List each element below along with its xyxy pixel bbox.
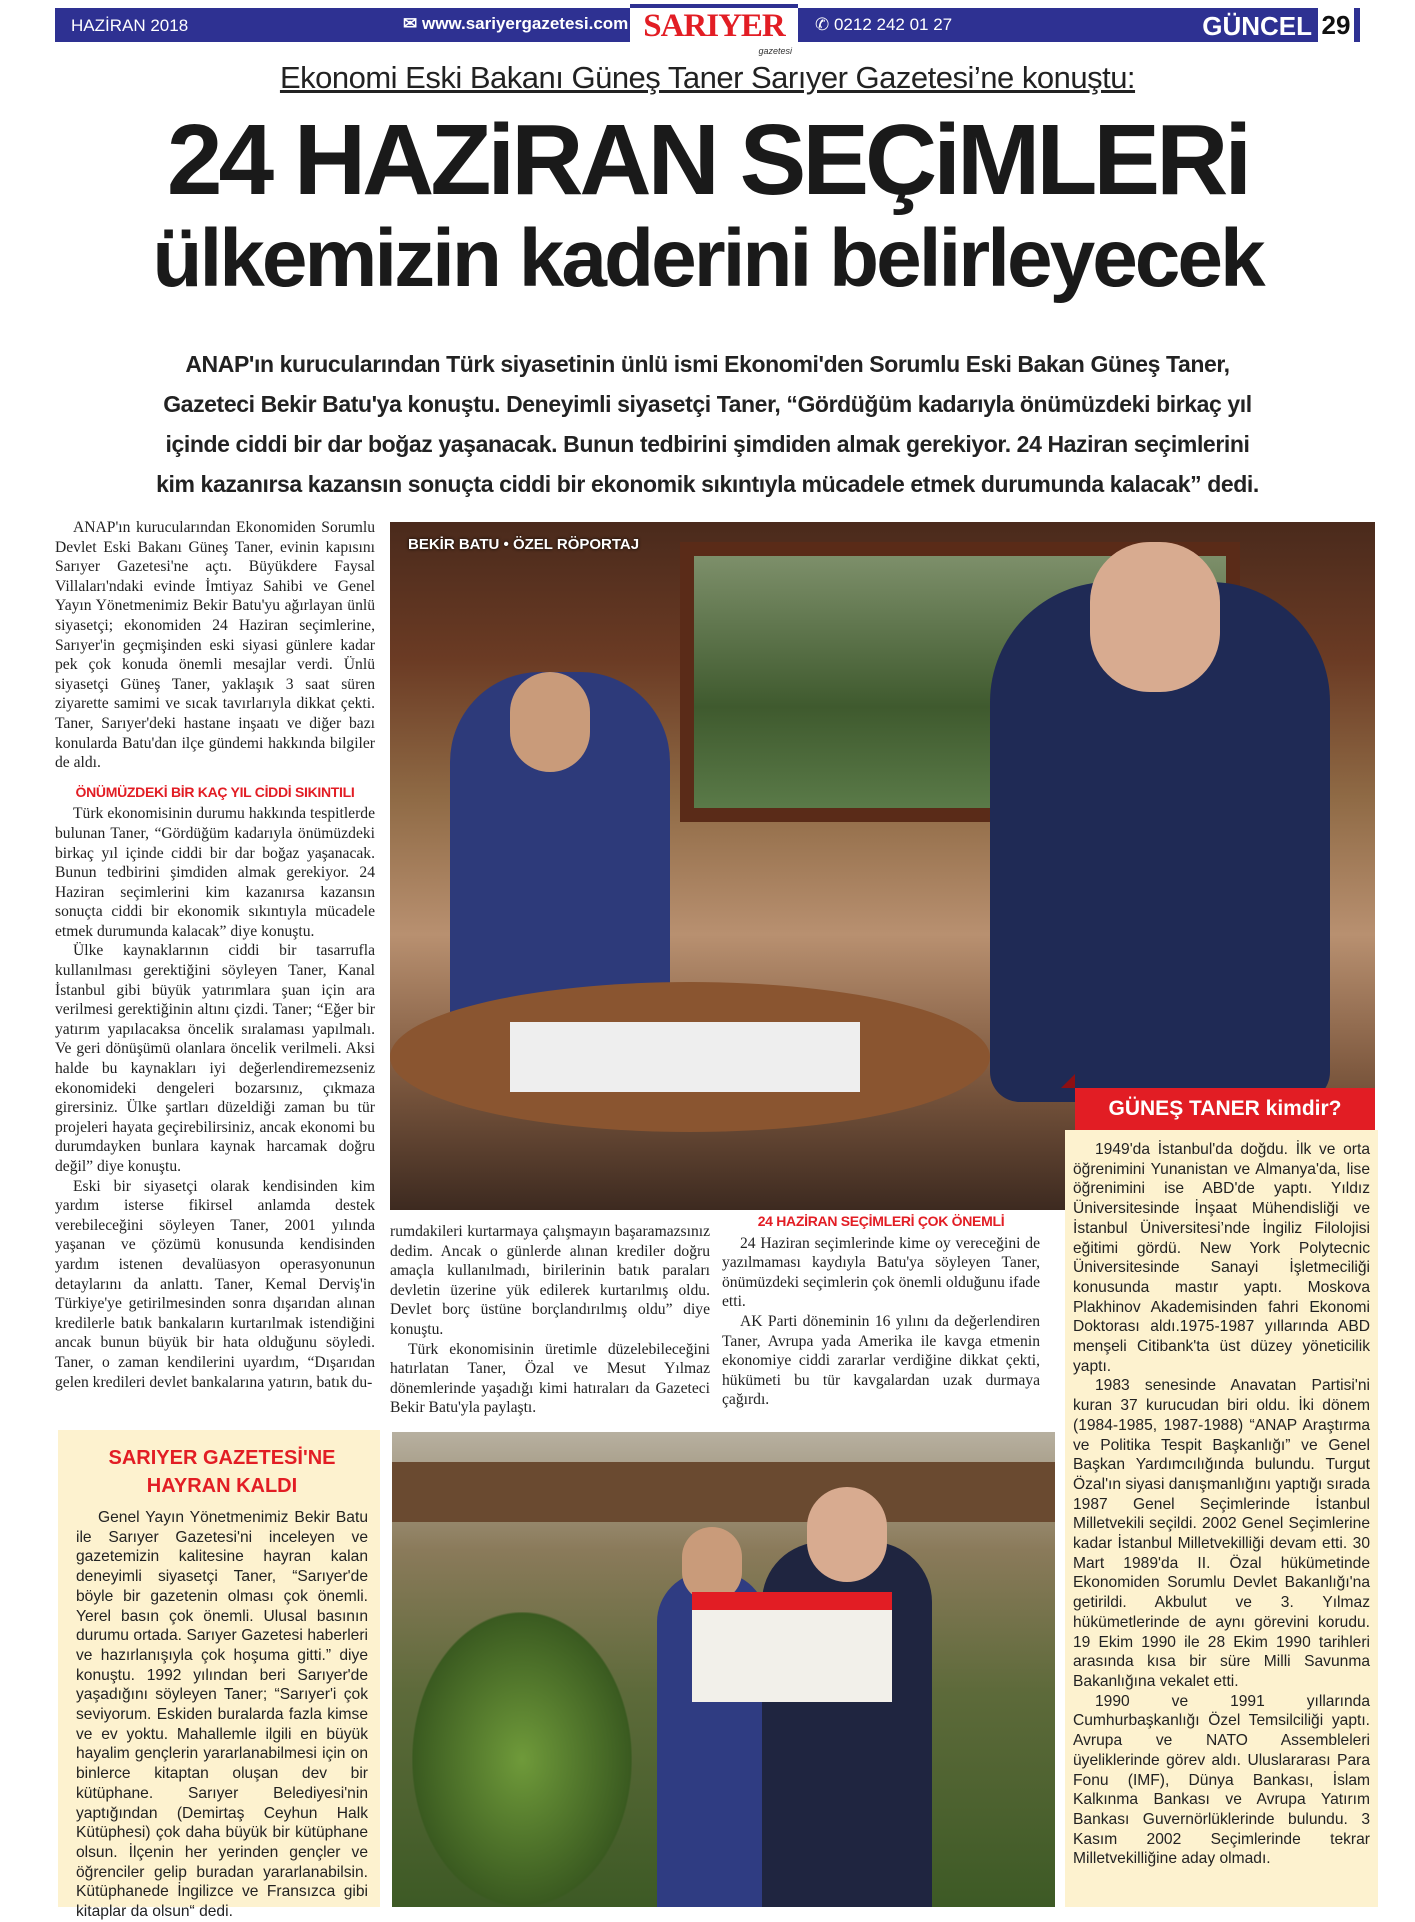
headline-line-2: ülkemizin kaderini belirleyecek [152,213,1263,304]
phone-number: ✆ 0212 242 01 27 [815,15,953,34]
subheading: ÖNÜMÜZDEKİ BİR KAÇ YIL CİDDİ SIKINTILI [75,783,355,800]
face-left [682,1527,742,1602]
article-column-2: rumdakileri kurtarmaya çalışmayın başaramazsınız dedim. Ancak o günlerde alınan krediler doğru amaçla kullanılmadı, birilerinin batık paraları devletin üzerine yük edilerek kurtarılmış oldu. Devlet borç üstüne borçlandırılmış oldu” diye konuştu. Türk ekonomisinin üretimle düzelebileceğini hatırlatan Taner, Özal ve Mesut Yılmaz dönemlerinde yaşadığı kimi hatıraları da Gazeteci Bekir Batu'yla paylaştı. [390,1223,710,1417]
face-left [510,672,590,772]
page-number: 29 [1318,8,1360,42]
section-name: GÜNCEL [1202,11,1312,41]
photo-caption: BEKİR BATU • ÖZEL RÖPORTAJ [408,536,640,553]
face-right [1090,542,1220,692]
awning [392,1462,1055,1522]
kicker: Ekonomi Eski Bakanı Güneş Taner Sarıyer Gazetesi’ne konuştu: [279,60,1136,95]
newspaper-reading-photo [392,1432,1055,1907]
deck: ANAP'ın kurucularından Türk siyasetinin ünlü ismi Ekonomi'den Sorumlu Eski Bakan Güneş Taner, Gazeteci Bekir Batu'ya konuştu. Deneyimli siyasetçi Taner, “Gördüğüm kadarıyla önümüzdeki birkaç yıl içinde ciddi bir dar boğaz yaşanacak. Bunun tedbirini şimdiden almak gerekiyor. 24 Haziran seçimlerini kim kazanırsa kazansın sonuçta ciddi bir ekonomik sıkıntıyla mücadele etmek durumunda kalacak” dedi. [156,351,1259,497]
article-column-3: 24 HAZİRAN SEÇİMLERİ ÇOK ÖNEMLİ 24 Haziran seçimlerinde kime oy vereceğini de yazılmaması kaydıyla Batu'ya söyleyen Taner, önümüzdeki seçimlerin çok önemli olduğunu ifade etti. AK Parti döneminin 16 yılını da değerlendiren Taner, Avrupa yada Amerika ile kavga etmenin ekonomiye ciddi zararlar verdiğine dikkat çekti, hükümeti bu tür kavgalardan uzak durmaya çağırdı. [722,1213,1040,1409]
face-right [807,1487,887,1582]
issue-date: HAZİRAN 2018 [71,16,189,35]
article-column-1: ANAP'ın kurucularından Ekonomiden Sorumlu Devlet Eski Bakanı Güneş Taner, evinin kapısını Sarıyer Gazetesi'ne açtı. Büyükdere Faysal Villaları'ndaki evinde İmtiyaz Sahibi ve Genel Yayın Yönetmenimiz Bekir Batu'yu ağırlayan ünlü siyasetçi; ekonomiden 24 Haziran seçimlerine, Sarıyer'in geçmişinden eski siyasi günlere kadar pek çok konuda önemli mesajlar verdi. Ünlü siyasetçi Güneş Taner, yaklaşık 3 saat süren ziyarette samimi ve sıcak tavırlarıyla dikkat çekti. Taner, Sarıyer'deki hastane inşaatı ve diğer bazı konularda Batu'dan ilçe gündemi hakkında bilgiler de aldı. ÖNÜMÜZDEKİ BİR KAÇ YIL CİDDİ SIKINTILI Türk ekonomisinin durumu hakkında tespitlerde bulunan Taner, “Gördüğüm kadarıyla önümüzdeki birkaç yıl içinde ciddi bir dar boğaz yaşanacak. Bunun tedbirini şimdiden almak gerekiyor. 24 Haziran seçimlerini kim kazanırsa kazansın sonuçta ciddi bir ekonomik sıkıntıyla mücadele etmek durumunda kalacak” diye konuştu. Ülke kaynaklarının ciddi bir tasarrufla kullanılması gerektiğini söyleyen Taner, Kanal İstanbul gibi büyük yatırımlara şuan için ara verilmesi gerektiğinin altını çizdi. Taner; “Eğer bir yatırım yapılacaksa öncelik sıralaması yapılmalı. Ve geri dönüşümü olanlara öncelik verilmeli. Aksi halde bu kaynakları iyi değerlendiremezseniz ekonomideki dengeleri bozarsınız, çıkmaza girersiniz. Ülke şartları düzeldiği zaman bu tür projeleri hayata geçirebilirsiniz, ancak ekonomi bu durumdayken bunlara kaynak harcamak doğru değil” diye konuştu. Eski bir siyasetçi olarak kendisinden kim yardım isterse fikirsel anlamda destek verebileceğini söyleyen Taner, 2001 yılında yaşanan ve çözümü konusunda kendisinden yardım istenen devalüasyon operasyonunun detaylarını da anlattı. Taner, Kemal Derviş'in Türkiye'ye getirilmesinden sonra dışarıdan alınan kredilerle batık bankaların kurtarılmak istendiğini ancak bunun büyük bir hata olduğunu söyledi. Taner, o zaman kendilerini uyardım, “Dışarıdan gelen kredileri devlet bankalarına yatırın, batık du- [55,519,375,1391]
newspaper-logo: SARIYER gazetesi [630,4,798,48]
sariyer-newspaper [692,1592,892,1702]
palm-plant [412,1612,632,1907]
bio-title-banner: GÜNEŞ TANER kimdir? [1075,1088,1375,1130]
bio-sidebar: 1949'da İstanbul'da doğdu. İlk ve orta öğrenimini Yunanistan ve Almanya'da, lise öğrenimini ise ABD'de yaptı. Yıldız Üniversitesinde İnşaat Mühendisliği ve İstanbul Üniversitesi’nde İngiliz Filolojisi eğitimi gördü. New York Polytecnic Üniversitesinde Sanayi İşletmeciliği konusunda mastır yaptı. Moskova Plakhinov Akademisinden fahri Ekonomi Doktorası aldı.1975-1987 yıllarında ABD menşeli Citibank'ta üst düzey yöneticilik yaptı. 1983 senesinde Anavatan Partisi'ni kuran 37 kurucudan biri oldu. İki dönem (1984-1985, 1987-1988) “ANAP Araştırma ve Politika Tespit Başkanlığı” ve Genel Başkan Yardımcılığında bulundu. Turgut Özal'ın siyasi danışmanlığını yaptığı sırada 1987 Genel Seçimlerinde İstanbul Milletvekili seçildi. 2002 Genel Seçimlerine kadar İstanbul Milletvekilliği devam etti. 30 Mart 1989'da II. Özal hükümetinde Ekonomiden Sorumlu Devlet Bakanlığı'na getirildi. Akbulut ve 3. Yılmaz hükümetlerinde de aynı görevini korudu. 19 Ekim 1990 ile 28 Ekim 1990 tarihleri arasında kısa bir süre Milli Savunma Bakanlığına vekalet etti. 1990 ve 1991 yıllarında Cumhurbaşkanlığı Özel Temsilciliği yaptı. Avrupa ve NATO Assembleleri üyeliklerinde görev aldı. Uluslararası Para Fonu (IMF), Dünya Bankası, İslam Kalkınma Bankası ve Avrupa Yatırım Bankası Guvernörlüklerinde bulundu. 3 Kasım 2002 Seçimlerinde tekrar Milletvekilliğine aday olmadı. [1065,1130,1378,1907]
headline-line-1: 24 HAZiRAN SEÇiMLERi [166,104,1249,216]
admiration-box: SARIYER GAZETESİ'NE HAYRAN KALDI Genel Yayın Yönetmenimiz Bekir Batu ile Sarıyer Gazetesi'ni inceleyen ve gazetemizin kalitesine hayran kalan deneyimli siyasetçi Taner, “Sarıyer'de böyle bir gazetenin olması çok önemli. Yerel basın çok önemli. Ulusal basının durumu ortada. Sarıyer Gazetesi haberleri ve hazırlanışıyla çok hoşuma gitti.” diye konuştu. 1992 yılından beri Sarıyer'de yaşadığını söyleyen Taner; “Sarıyer'i çok seviyorum. Eskiden buralarda fazla kimse ve ev yoktu. Mahallemle ilgili en büyük hayalim gençlerin yararlanabilmesi için on binlerce kitaptan oluşan dev bir kütüphane. Sarıyer Belediyesi'nin yaptığından (Demirtaş Ceyhun Halk Kütüphesi) çok daha büyük bir kütüphane olsun. İlçenin her yerinden gençler ve öğrenciler gelip buradan yararlanabilsin. Kütüphanede İngilizce ve Fransızca gibi kitaplar da olsun“ dedi. [58,1430,380,1907]
mail-icon: ✉ [403,14,422,33]
website-link[interactable]: ✉ www.sariyergazetesi.com [403,14,629,33]
phone-icon: ✆ [815,15,834,34]
box-title: SARIYER GAZETESİ'NE HAYRAN KALDI [108,1447,336,1497]
newspaper-on-table [510,1022,860,1092]
page-header-bar [55,8,1360,56]
subheading: 24 HAZİRAN SEÇİMLERİ ÇOK ÖNEMLİ [757,1213,1005,1229]
